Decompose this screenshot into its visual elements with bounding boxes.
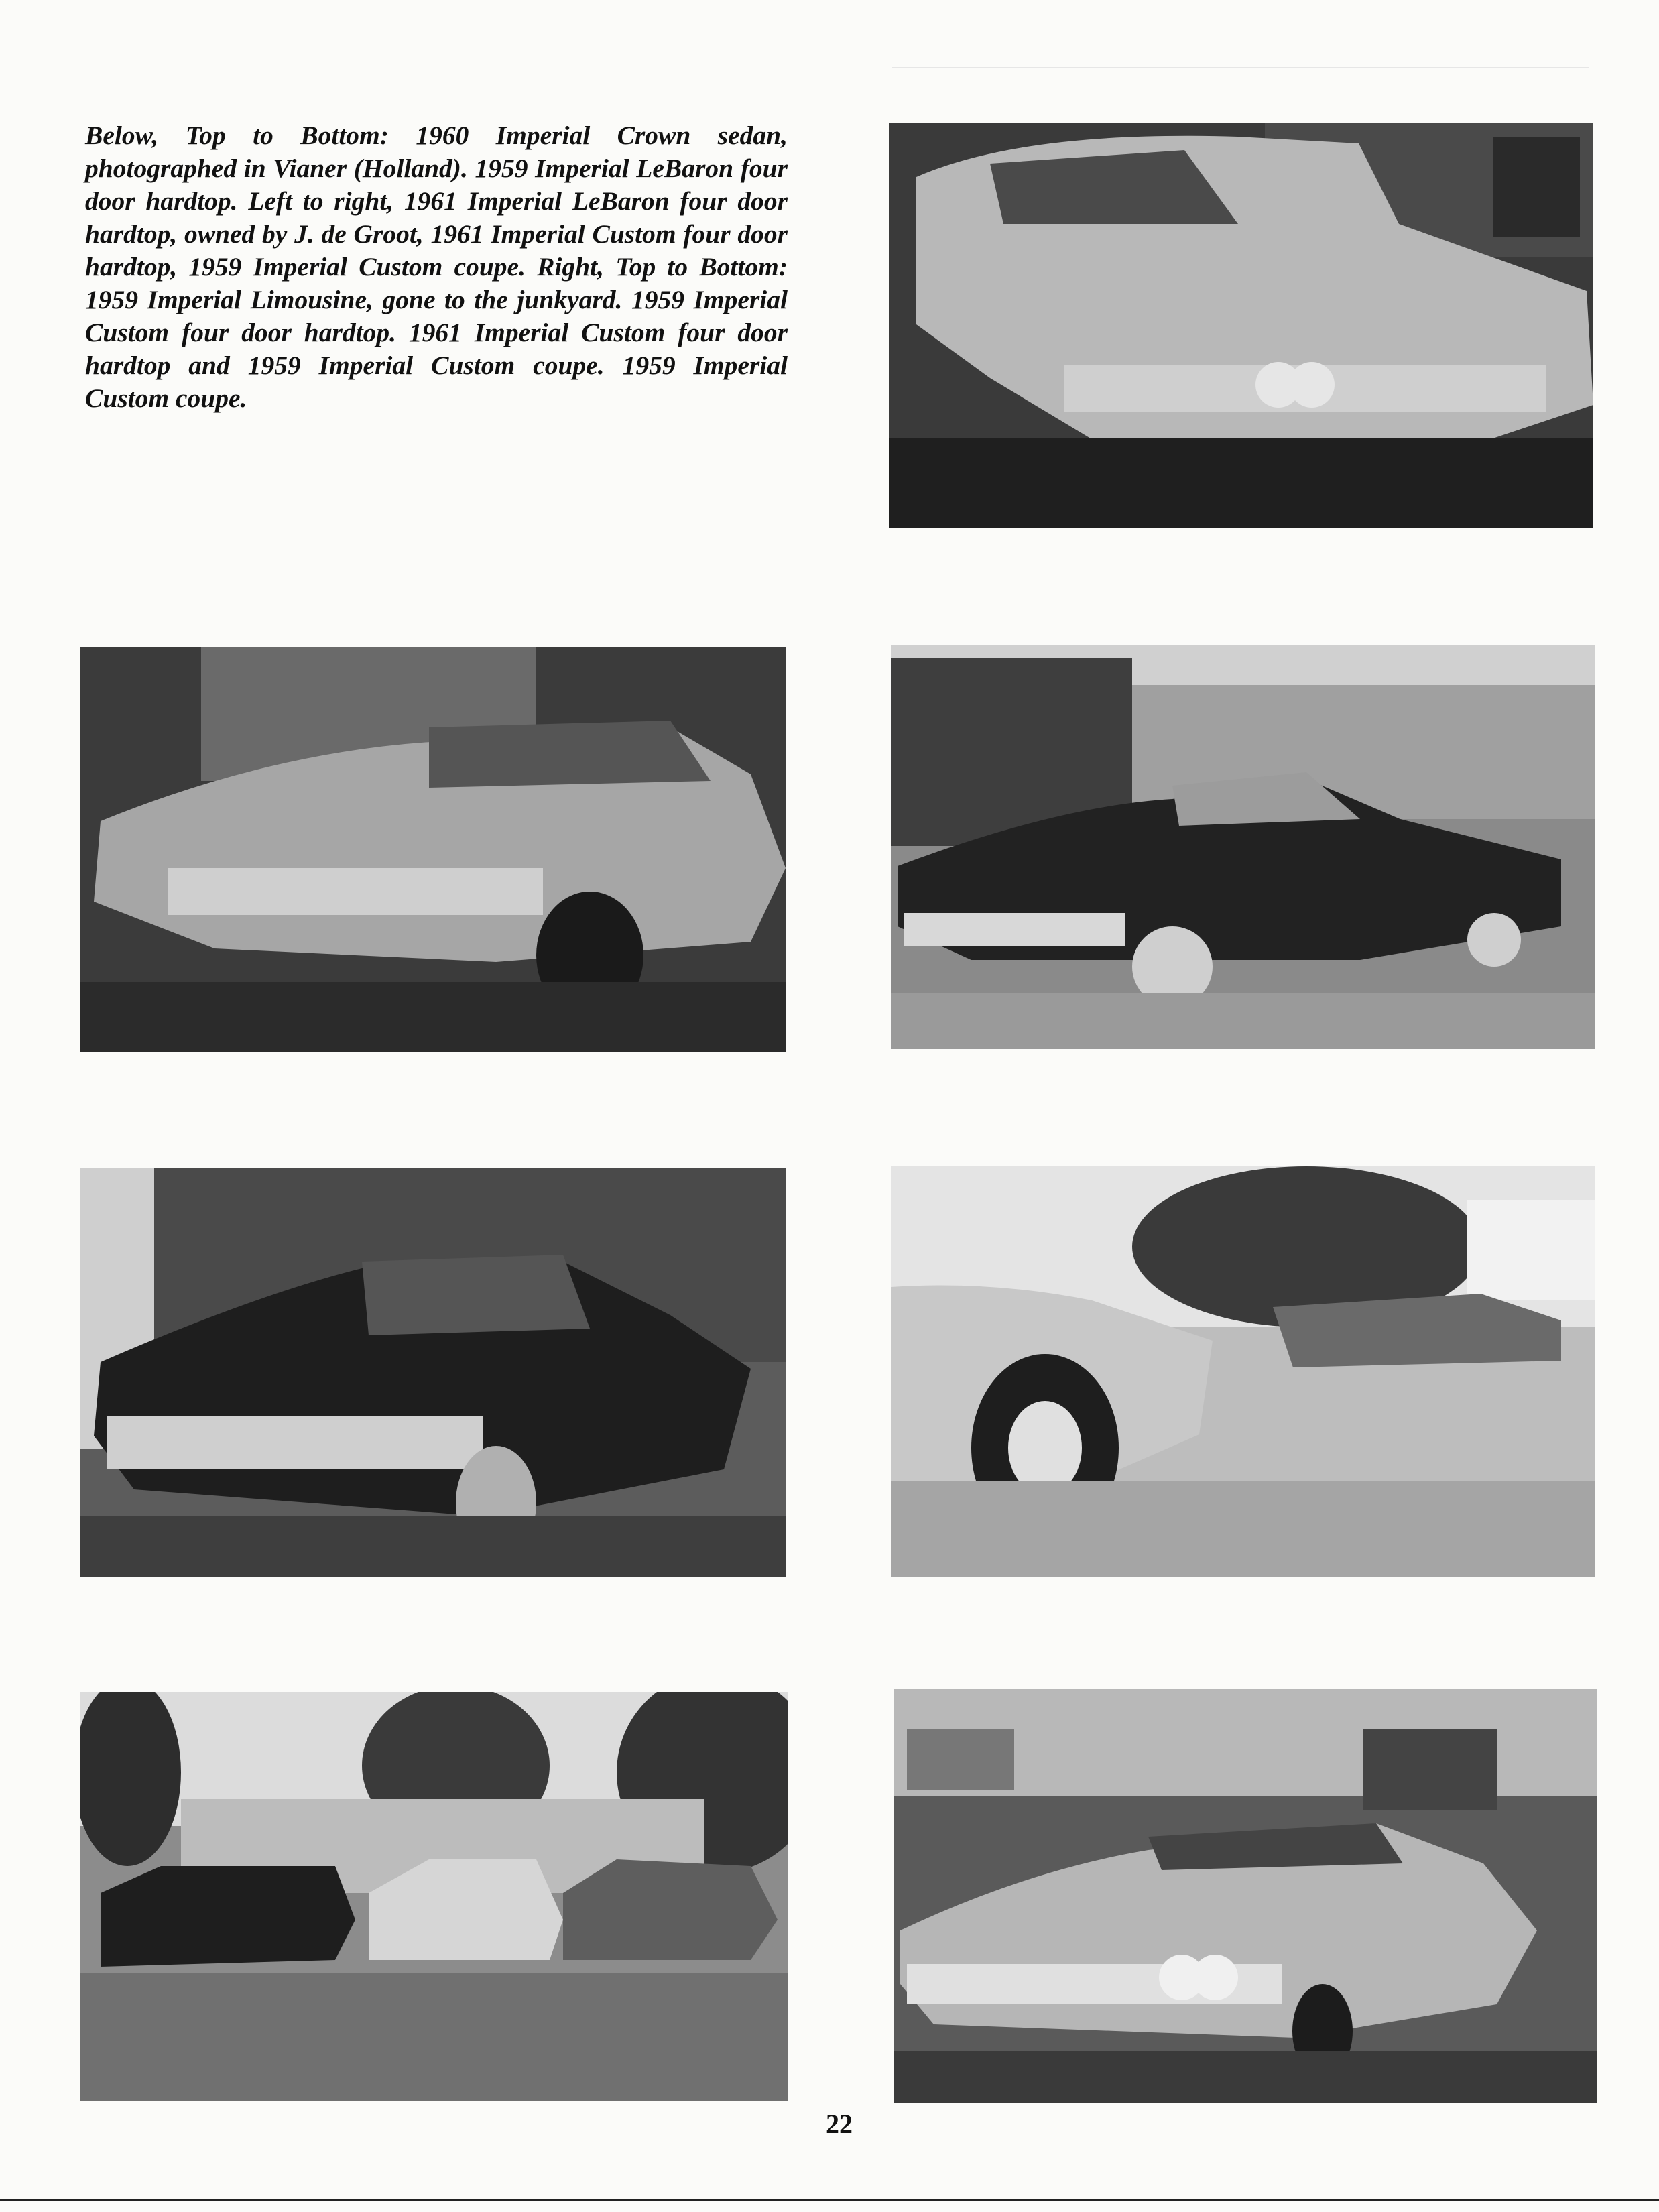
- photo-left-3: [80, 1692, 788, 2101]
- car-photo: [80, 1168, 786, 1577]
- photo-right-2: [891, 645, 1595, 1049]
- page-edge-line: [892, 67, 1589, 68]
- car-photo: [894, 1689, 1597, 2103]
- car-photo: [80, 647, 786, 1052]
- page-number: 22: [826, 2109, 853, 2139]
- car-photo: [889, 123, 1593, 528]
- photo-right-4: [894, 1689, 1597, 2103]
- page-bottom-rule: [0, 2199, 1659, 2201]
- car-photo: [891, 1166, 1595, 1577]
- photo-top-right: [889, 123, 1593, 528]
- car-photo: [891, 645, 1595, 1049]
- car-photo: [80, 1692, 788, 2101]
- photo-left-2: [80, 1168, 786, 1577]
- photo-left-1: [80, 647, 786, 1052]
- photo-caption: Below, Top to Bottom: 1960 Imperial Crown sedan, photographed in Vianer (Holland). 1959 Imperial LeBaron four door hardtop. Left to right, 1961 Imperial LeBaron four door hardtop, owned by J. de Groot, 1961 Imperial Custom four door hardtop, 1959 Imperial Custom coupe. Right, Top to Bottom: 1959 Imperial Limousine, gone to the junkyard. 1959 Imperial Custom four door hardtop. 1961 Imperial Custom four door hardtop and 1959 Imperial Custom coupe. 1959 Imperial Custom coupe.: [85, 121, 788, 413]
- photo-right-3: [891, 1166, 1595, 1577]
